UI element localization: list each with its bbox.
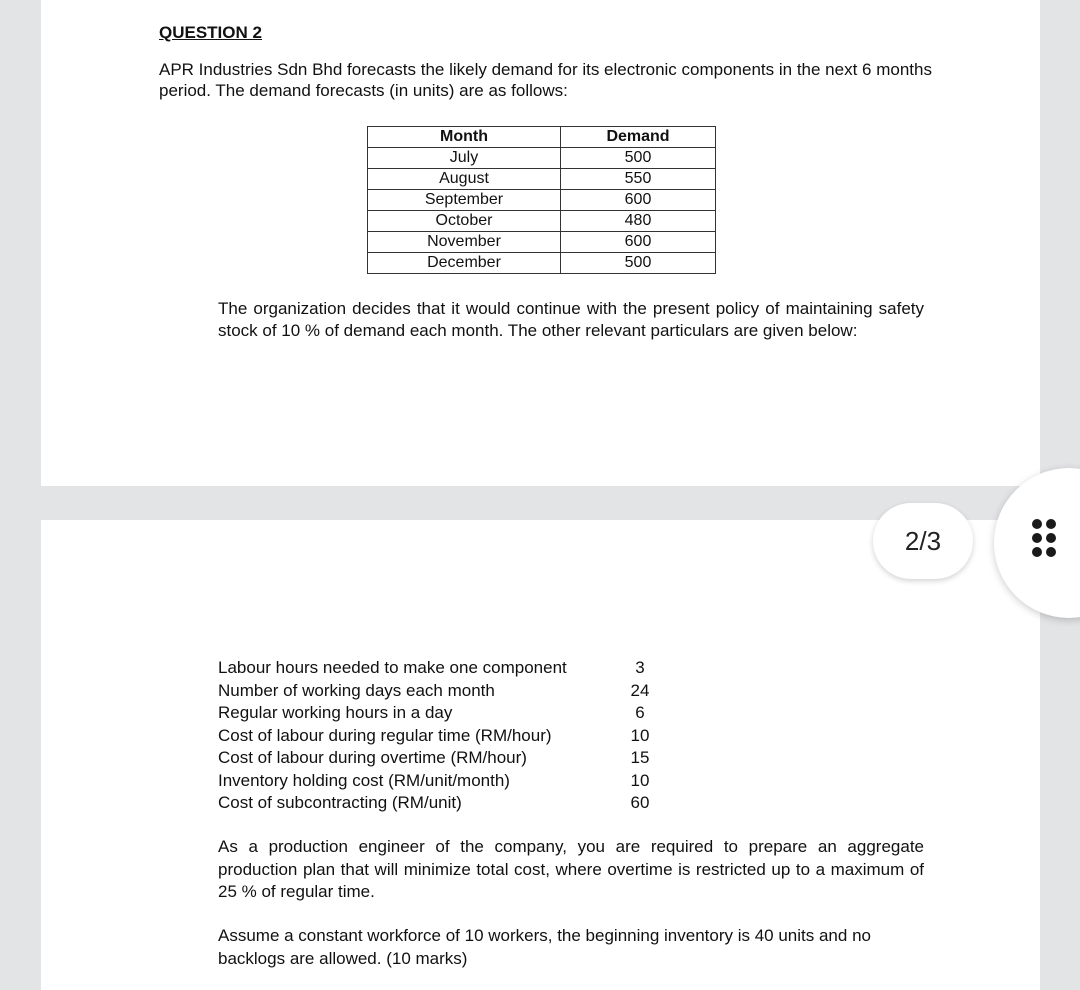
table-row <box>368 232 716 253</box>
parameters-list <box>218 657 678 815</box>
parameter-value: 10 <box>630 770 650 790</box>
table-row <box>368 148 716 169</box>
parameter-label: Labour hours needed to make one component <box>218 658 567 677</box>
parameter-label: Cost of subcontracting (RM/unit) <box>218 793 462 812</box>
demand-cell: 480 <box>561 211 716 232</box>
parameter-label: Inventory holding cost (RM/unit/month) <box>218 770 510 790</box>
month-cell: October <box>368 211 561 232</box>
parameter-row <box>218 747 678 770</box>
parameter-row <box>218 657 678 680</box>
month-cell: July <box>368 148 561 169</box>
demand-table <box>367 126 716 274</box>
demand-cell: 600 <box>561 190 716 211</box>
month-cell: August <box>368 169 561 190</box>
table-header-row <box>368 127 716 148</box>
parameter-value: 6 <box>635 703 645 722</box>
document-page-1 <box>41 0 1040 486</box>
page-indicator: 2/3 <box>873 503 973 579</box>
parameter-value: 24 <box>630 680 650 700</box>
parameter-label: Regular working hours in a day <box>218 703 453 722</box>
question-title: QUESTION 2 <box>159 23 262 42</box>
parameter-value: 3 <box>635 658 645 677</box>
table-row <box>368 169 716 190</box>
demand-cell: 600 <box>561 232 716 253</box>
parameter-row <box>218 702 678 725</box>
demand-cell: 550 <box>561 169 716 190</box>
month-cell: November <box>368 232 561 253</box>
parameter-value: 10 <box>630 725 650 745</box>
parameter-value: 15 <box>630 748 650 767</box>
parameter-row <box>218 680 678 703</box>
parameter-label: Number of working days each month <box>218 680 495 700</box>
question-intro: APR Industries Sdn Bhd forecasts the likely demand for its electronic components in the next 6 months period. The demand forecasts (in units) are as follows: <box>159 60 932 100</box>
column-header-demand: Demand <box>561 127 716 148</box>
parameter-label: Cost of labour during regular time (RM/hour) <box>218 725 552 745</box>
parameter-row <box>218 792 678 815</box>
parameter-value: 60 <box>630 793 650 812</box>
policy-paragraph: The organization decides that it would continue with the present policy of maintaining safety stock of 10 % of demand each month. The other relevant particulars are given below: <box>218 299 924 340</box>
table-row <box>368 211 716 232</box>
column-header-month: Month <box>368 127 561 148</box>
demand-cell: 500 <box>561 148 716 169</box>
table-row <box>368 253 716 274</box>
month-cell: September <box>368 190 561 211</box>
assumption-paragraph: Assume a constant workforce of 10 workers, the beginning inventory is 40 units and no backlogs are allowed. (10 marks) <box>218 926 871 968</box>
demand-cell: 500 <box>561 253 716 274</box>
task-paragraph: As a production engineer of the company, you are required to prepare an aggregate production plan that will minimize total cost, where overtime is restricted up to a maximum of 25 % of regular time. <box>218 837 924 901</box>
parameter-row <box>218 725 678 748</box>
parameter-label: Cost of labour during overtime (RM/hour) <box>218 748 527 767</box>
document-page-2 <box>41 520 1040 990</box>
parameter-row <box>218 770 678 793</box>
table-row <box>368 190 716 211</box>
more-dots-icon[interactable] <box>1032 519 1072 561</box>
month-cell: December <box>368 253 561 274</box>
